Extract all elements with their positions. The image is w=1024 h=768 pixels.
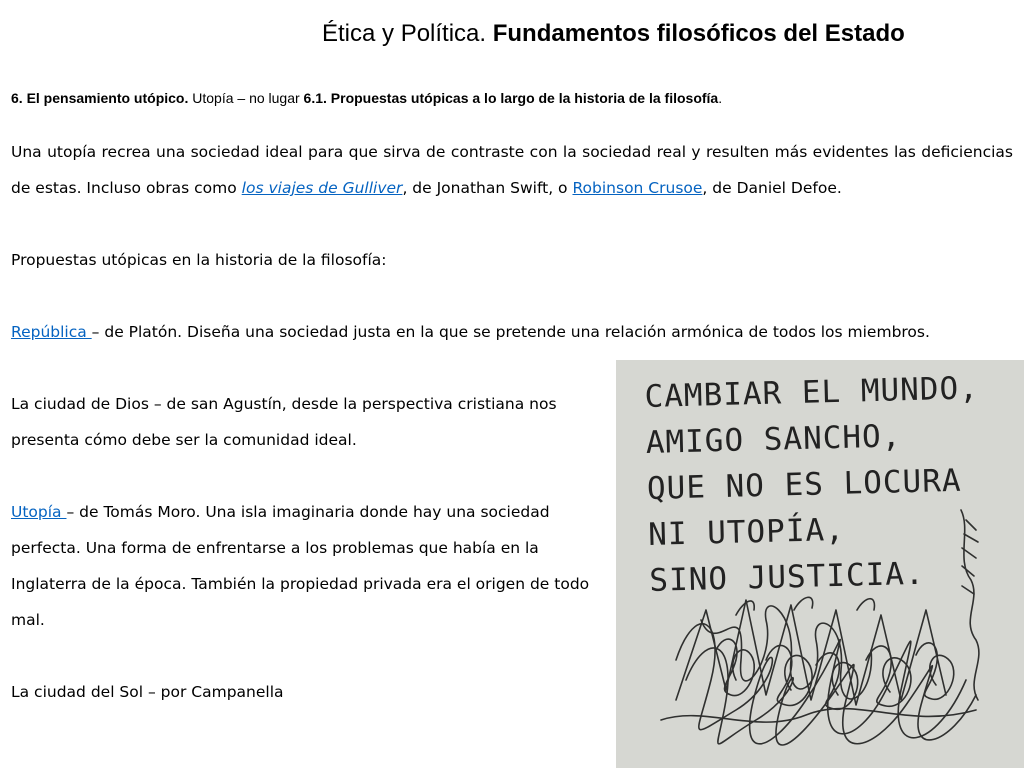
utopia-item <box>11 494 611 638</box>
proposals-heading: Propuestas utópicas en la historia de la filosofía: <box>11 251 387 269</box>
robinson-crusoe-link[interactable]: Robinson Crusoe <box>572 179 703 197</box>
title-bold: Fundamentos filosóficos del Estado <box>492 20 905 47</box>
gulliver-link[interactable]: los viajes de Gulliver <box>241 179 403 197</box>
utopia-link[interactable]: Utopía <box>11 503 67 521</box>
republica-link[interactable]: República <box>11 323 92 341</box>
intro-text-c: , de Daniel Defoe. <box>702 179 842 197</box>
intro-text-a: Una utopía recrea una sociedad ideal para que sirva de contraste con la sociedad real y resulten más evidentes las deficiencias de estas. Incluso obras como <box>11 143 1013 197</box>
title-light: Ética y Política. <box>322 20 487 47</box>
graffiti-line: AMIGO SANCHO, <box>645 418 902 461</box>
subtitle-section-number: 6. El pensamiento utópico. <box>11 90 189 106</box>
utopia-text: – de Tomás Moro. Una isla imaginaria donde hay una sociedad perfecta. Una forma de enfrentarse a los problemas que había en la Inglaterra de la época. También la propiedad privada era el origen de todo mal. <box>11 503 590 629</box>
subtitle-topic: Utopía – no lugar <box>192 90 300 106</box>
graffiti-quote <box>644 365 984 604</box>
subtitle-period: . <box>718 90 723 106</box>
intro-paragraph <box>11 134 1013 206</box>
graffiti-image <box>616 360 1024 768</box>
graffiti-line: NI UTOPÍA, <box>647 511 846 553</box>
republica-item <box>11 314 1013 350</box>
graffiti-line: CAMBIAR EL MUNDO, <box>644 370 980 415</box>
subtitle-subsection: 6.1. Propuestas utópicas a lo largo de la historia de la filosofía <box>303 90 719 106</box>
ciudad-de-dios-item: La ciudad de Dios – de san Agustín, desde la perspectiva cristiana nos presenta cómo debe ser la comunidad ideal. <box>11 395 557 449</box>
intro-text-b: , de Jonathan Swift, o <box>402 179 573 197</box>
graffiti-line: SINO JUSTICIA. <box>648 555 926 599</box>
graffiti-line: QUE NO ES LOCURA <box>646 462 962 507</box>
section-subtitle <box>11 90 1011 106</box>
ciudad-del-sol-item: La ciudad del Sol – por Campanella <box>11 683 284 701</box>
slide-title <box>0 20 1024 48</box>
republica-text: – de Platón. Diseña una sociedad justa en la que se pretende una relación armónica de todos los miembros. <box>91 323 930 341</box>
